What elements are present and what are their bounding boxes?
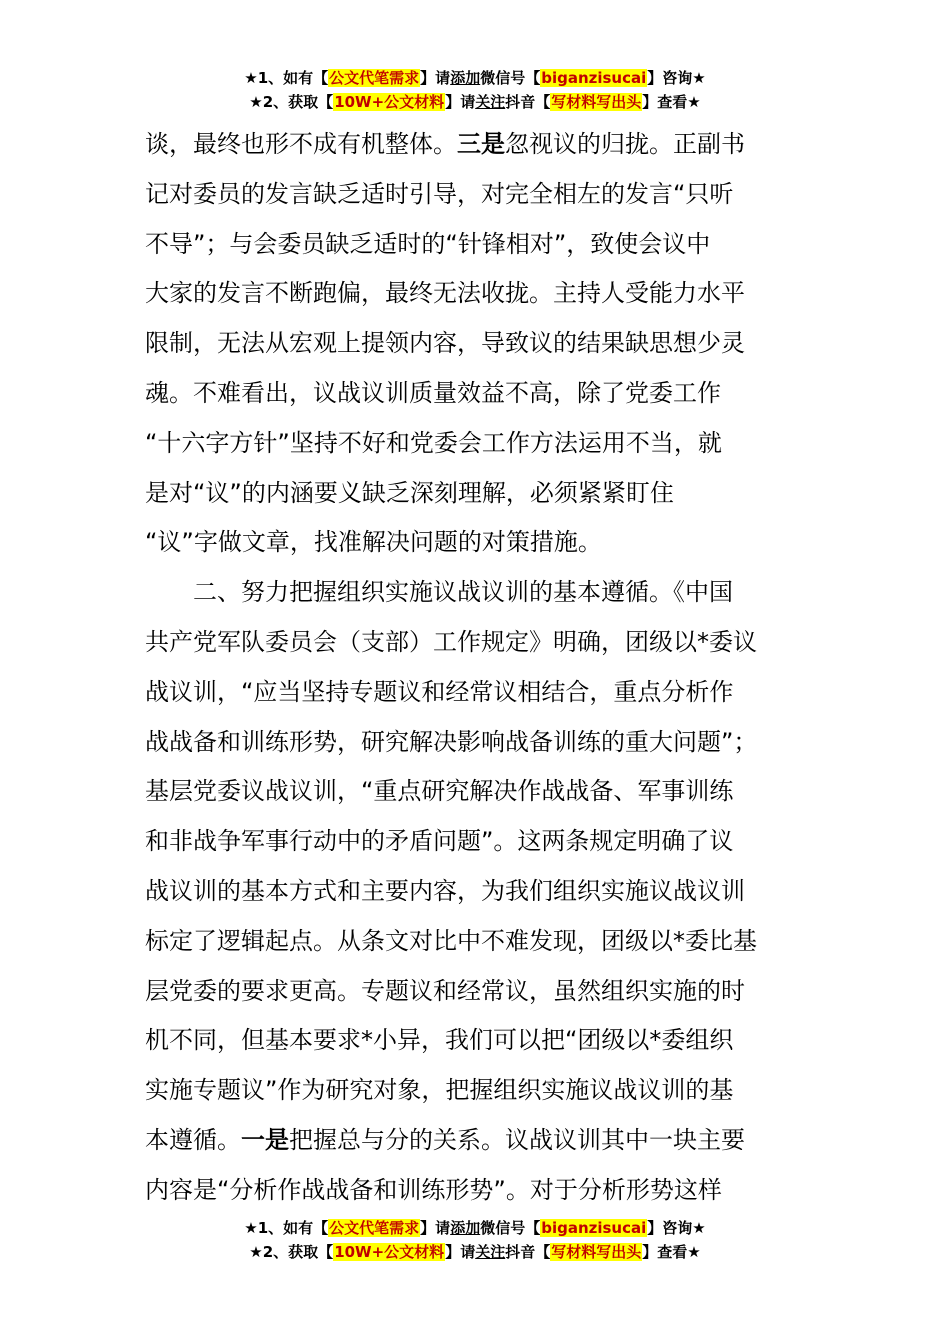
highlight-text: 10W+公文材料 xyxy=(334,93,445,111)
banner-text: 】咨询★ xyxy=(647,1219,706,1237)
underlined-text: 添加 xyxy=(450,69,481,87)
highlight-text: 10W+公文材料 xyxy=(334,1243,445,1261)
banner-text: ★2、获取【 xyxy=(249,93,334,111)
banner-line-1 xyxy=(0,66,950,90)
text-line: 层党委的要求更高。专题议和经常议，虽然组织实施的时 xyxy=(145,976,745,1005)
banner-text: 】查看★ xyxy=(642,1243,701,1261)
highlight-text: 公文代笔需求 xyxy=(329,1219,420,1237)
text-line: 战议训的基本方式和主要内容，为我们组织实施议战议训 xyxy=(145,876,745,905)
text-line: 限制，无法从宏观上提领内容，导致议的结果缺思想少灵 xyxy=(145,329,745,358)
document-body xyxy=(145,120,805,1216)
banner-text: 】请 xyxy=(420,1219,451,1237)
underlined-text: 关注 xyxy=(475,1243,506,1261)
highlight-text: 写材料写出头 xyxy=(551,93,642,111)
text-line: 战议训，“应当坚持专题议和经常议相结合，重点分析作 xyxy=(145,677,734,706)
text-line: 标定了逻辑起点。从条文对比中不难发现，团级以*委比基 xyxy=(145,926,757,955)
banner-line-1 xyxy=(0,1216,950,1240)
banner-line-2 xyxy=(0,1240,950,1264)
text-line: 和非战争军事行动中的矛盾问题”。这两条规定明确了议 xyxy=(145,827,734,856)
banner-text: 微信号【 xyxy=(480,1219,541,1237)
banner-text: 抖音【 xyxy=(505,1243,551,1261)
text-line xyxy=(145,120,805,170)
text-line: 记对委员的发言缺乏适时引导，对完全相左的发言“只听 xyxy=(145,179,734,208)
text-line: 战战备和训练形势，研究解决影响战备训练的重大问题”； xyxy=(145,727,758,756)
banner-text: 】请 xyxy=(420,69,451,87)
text-span: 谈，最终也形不成有机整体。 xyxy=(145,130,457,158)
text-line xyxy=(145,1116,805,1166)
bold-keyword: 三是 xyxy=(457,130,505,158)
banner-text: 】咨询★ xyxy=(647,69,706,87)
underlined-text: 添加 xyxy=(450,1219,481,1237)
banner-text: 】查看★ xyxy=(642,93,701,111)
bold-keyword: 一是 xyxy=(241,1125,289,1154)
banner-text: ★2、获取【 xyxy=(249,1243,334,1261)
text-line: 机不同，但基本要求*小异，我们可以把“团级以*委组织 xyxy=(145,1026,734,1055)
footer-banner xyxy=(0,1216,950,1264)
text-line: “十六字方针”坚持不好和党委会工作方法运用不当，就 xyxy=(145,428,722,457)
banner-text: 】请 xyxy=(445,93,476,111)
banner-text: 抖音【 xyxy=(505,93,551,111)
text-span: 把握总与分的关系。议战议训其中一块主要 xyxy=(289,1125,745,1154)
highlight-text: 写材料写出头 xyxy=(551,1243,642,1261)
header-banner xyxy=(0,66,950,114)
highlight-text: 公文代笔需求 xyxy=(329,69,420,87)
text-span: 忽视议的归拢。正副书 xyxy=(505,130,745,158)
banner-line-2 xyxy=(0,90,950,114)
highlight-text: biganzisucai xyxy=(541,1219,647,1237)
text-line: 不导”；与会委员缺乏适时的“针锋相对”，致使会议中 xyxy=(145,229,711,258)
text-line: 共产党军队委员会（支部）工作规定》明确，团级以*委议 xyxy=(145,627,757,656)
text-line: 魂。不难看出，议战议训质量效益不高，除了党委工作 xyxy=(145,378,721,407)
highlight-text: biganzisucai xyxy=(541,69,647,87)
banner-text: 】请 xyxy=(445,1243,476,1261)
banner-text: 微信号【 xyxy=(480,69,541,87)
text-line: 内容是“分析作战战备和训练形势”。对于分析形势这样 xyxy=(145,1175,722,1204)
text-span: 本遵循。 xyxy=(145,1125,241,1154)
underlined-text: 关注 xyxy=(475,93,506,111)
section-heading-line: 二、努力把握组织实施议战议训的基本遵循。《中国 xyxy=(145,578,733,607)
text-line: 实施专题议”作为研究对象，把握组织实施议战议训的基 xyxy=(145,1076,734,1105)
text-line: 大家的发言不断跑偏，最终无法收拢。主持人受能力水平 xyxy=(145,279,745,308)
banner-text: ★1、如有【 xyxy=(244,1219,329,1237)
text-line: 是对“议”的内涵要义缺乏深刻理解，必须紧紧盯住 xyxy=(145,478,674,507)
text-line: “议”字做文章，找准解决问题的对策措施。 xyxy=(145,528,602,557)
banner-text: ★1、如有【 xyxy=(244,69,329,87)
text-line: 基层党委议战议训，“重点研究解决作战战备、军事训练 xyxy=(145,777,734,806)
